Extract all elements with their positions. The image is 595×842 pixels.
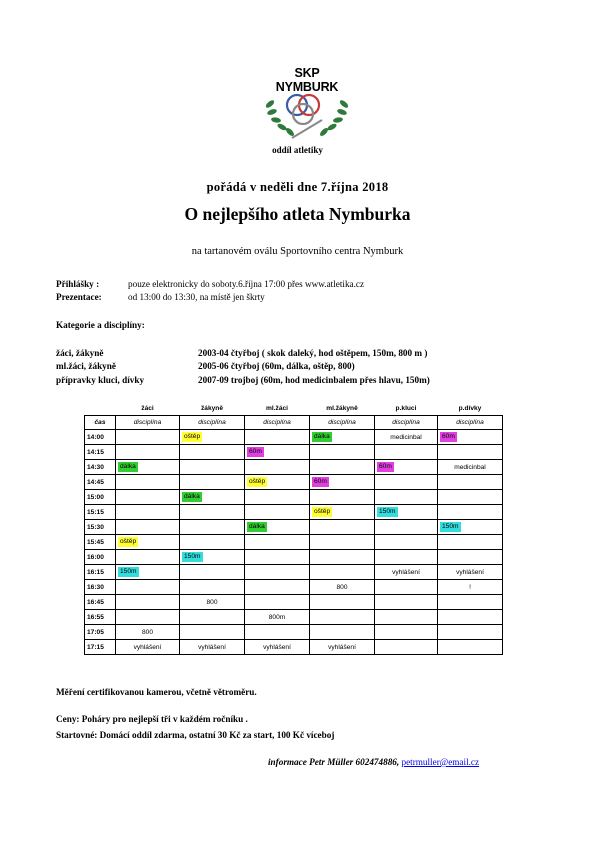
schedule-cell — [310, 640, 375, 655]
schedule-cell — [438, 625, 503, 640]
schedule-cell — [438, 610, 503, 625]
schedule-row — [85, 550, 503, 565]
schedule-cell — [116, 610, 180, 625]
schedule-time: 15:45 — [85, 535, 116, 550]
schedule-row — [85, 490, 503, 505]
schedule-cell — [245, 490, 310, 505]
schedule-cell — [310, 535, 375, 550]
schedule-cell — [245, 445, 310, 460]
schedule-cell — [116, 445, 180, 460]
schedule-cell — [375, 550, 438, 565]
schedule-cell — [116, 625, 180, 640]
discipline-chip: oštěp — [120, 538, 137, 545]
schedule-cell — [310, 610, 375, 625]
schedule-cell — [180, 595, 245, 610]
schedule-cell — [245, 460, 310, 475]
schedule-cell-text: 800 — [206, 598, 218, 606]
schedule-cell — [375, 565, 438, 580]
category-name: ml.žáci, žákyně — [56, 361, 116, 371]
category-name: žáci, žákyně — [56, 348, 104, 358]
schedule-cell — [310, 475, 375, 490]
discipline-header: disciplína — [375, 416, 438, 430]
contact-email-link[interactable]: petrmuller@email.cz — [401, 757, 480, 767]
fee-note: Startovné: Domácí oddíl zdarma, ostatní 30 Kč za start, 100 Kč víceboj — [56, 730, 335, 740]
schedule-cell — [438, 475, 503, 490]
schedule-cell — [310, 625, 375, 640]
schedule-cell — [245, 430, 310, 445]
schedule-time: 14:45 — [85, 475, 116, 490]
group-header: ml.žáci — [245, 402, 310, 416]
schedule-cell — [116, 595, 180, 610]
registration-value: pouze elektronicky do soboty.6.října 17:00 přes www.atletika.cz — [128, 279, 365, 289]
schedule-cell-text: vyhlášení — [263, 643, 291, 651]
discipline-chip: 60m — [379, 463, 392, 470]
schedule-cell — [180, 550, 245, 565]
schedule-cell — [180, 475, 245, 490]
event-venue: na tartanovém oválu Sportovního centra Nymburk — [191, 246, 404, 257]
schedule-cell — [116, 505, 180, 520]
discipline-header: disciplína — [438, 416, 503, 430]
discipline-chip: 150m — [442, 523, 459, 530]
schedule-cell — [375, 445, 438, 460]
schedule-cell — [180, 520, 245, 535]
schedule-cell — [438, 460, 503, 475]
schedule-time: 16:30 — [85, 580, 116, 595]
discipline-chip: 150m — [120, 568, 137, 575]
category-desc: 2003-04 čtyřboj ( skok daleký, hod oštěpem, 150m, 800 m ) — [198, 348, 428, 358]
discipline-header: disciplína — [245, 416, 310, 430]
discipline-chip: dálka — [120, 463, 136, 470]
schedule-cell — [245, 625, 310, 640]
schedule-cell — [438, 535, 503, 550]
schedule-row — [85, 430, 503, 445]
schedule-cell — [116, 580, 180, 595]
presentation-row — [56, 292, 265, 302]
group-header: žáci — [116, 402, 180, 416]
schedule-cell — [116, 460, 180, 475]
schedule-row — [85, 595, 503, 610]
schedule-cell — [116, 430, 180, 445]
schedule-time: 15:30 — [85, 520, 116, 535]
logo-text: SKP NYMBURK — [275, 66, 339, 94]
schedule-time: 16:45 — [85, 595, 116, 610]
schedule-cell-text: vyhlášení — [392, 568, 420, 576]
schedule-cell — [180, 490, 245, 505]
discipline-chip: dálka — [249, 523, 265, 530]
schedule-cell — [438, 430, 503, 445]
schedule-cell — [310, 460, 375, 475]
schedule-cell-text: vyhlášení — [133, 643, 162, 651]
schedule-cell — [438, 445, 503, 460]
time-header: čas — [85, 416, 116, 430]
schedule-time: 14:15 — [85, 445, 116, 460]
presentation-value: od 13:00 do 13:30, na místě jen škrty — [128, 292, 265, 302]
schedule-cell — [180, 505, 245, 520]
schedule-cell — [375, 490, 438, 505]
olympic-rings-laurel-icon — [262, 80, 352, 142]
schedule-cell-text: vyhlášení — [456, 568, 484, 576]
schedule-cell — [180, 610, 245, 625]
schedule-cell — [310, 595, 375, 610]
schedule-cell — [438, 505, 503, 520]
schedule-cell — [310, 445, 375, 460]
categories-heading: Kategorie a disciplíny: — [56, 320, 145, 330]
club-logo — [262, 66, 352, 142]
schedule-group-header — [85, 402, 503, 416]
schedule-cell — [245, 550, 310, 565]
discipline-chip: dálka — [184, 493, 200, 500]
discipline-chip: 60m — [442, 433, 455, 440]
schedule-cell — [438, 550, 503, 565]
schedule-cell — [438, 595, 503, 610]
schedule-cell — [310, 565, 375, 580]
discipline-chip: 150m — [379, 508, 396, 515]
schedule-sub-header — [85, 416, 503, 430]
schedule-cell-text: vyhlášení — [198, 643, 226, 651]
schedule-cell — [116, 490, 180, 505]
prizes-note: Ceny: Poháry pro nejlepší tři v každém ročníku . — [56, 714, 248, 724]
schedule-cell-text: medicinbal — [454, 463, 486, 471]
group-header: ml.žákyně — [310, 402, 375, 416]
discipline-chip: 60m — [314, 478, 327, 485]
discipline-chip: 150m — [184, 553, 201, 560]
schedule-time: 16:00 — [85, 550, 116, 565]
schedule-cell-text: 800 — [336, 583, 348, 591]
schedule-row — [85, 580, 503, 595]
schedule-cell — [438, 565, 503, 580]
discipline-chip: oštěp — [314, 508, 331, 515]
event-date: pořádá v neděli dne 7.října 2018 — [206, 180, 389, 194]
group-header: p.dívky — [438, 402, 503, 416]
schedule-cell — [375, 610, 438, 625]
schedule-cell-text: 800 — [141, 628, 153, 636]
schedule-cell — [438, 490, 503, 505]
schedule-cell — [180, 565, 245, 580]
group-header: žákyně — [180, 402, 245, 416]
schedule-cell — [116, 475, 180, 490]
schedule-cell — [180, 445, 245, 460]
schedule-time: 14:00 — [85, 430, 116, 445]
club-name: oddíl atletiky — [272, 145, 323, 155]
schedule-cell — [438, 520, 503, 535]
schedule-cell — [375, 520, 438, 535]
schedule-time: 15:15 — [85, 505, 116, 520]
schedule-cell — [180, 460, 245, 475]
schedule-cell-text: ! — [469, 583, 471, 591]
schedule-time: 14:30 — [85, 460, 116, 475]
schedule-cell-text: medicinbal — [390, 433, 422, 441]
schedule-cell — [375, 625, 438, 640]
schedule-row — [85, 475, 503, 490]
discipline-chip: oštěp — [184, 433, 201, 440]
schedule-cell — [116, 550, 180, 565]
schedule-cell — [245, 475, 310, 490]
schedule-cell — [310, 580, 375, 595]
schedule-cell — [116, 535, 180, 550]
group-header: p.kluci — [375, 402, 438, 416]
schedule-row — [85, 640, 503, 655]
discipline-chip: dálka — [314, 433, 330, 440]
schedule-cell — [375, 475, 438, 490]
presentation-label: Prezentace: — [56, 292, 102, 302]
schedule-cell — [245, 580, 310, 595]
registration-label: Přihlášky : — [56, 279, 100, 289]
schedule-cell — [438, 640, 503, 655]
schedule-cell — [116, 640, 180, 655]
schedule-cell — [116, 520, 180, 535]
schedule-cell — [245, 595, 310, 610]
schedule-time: 16:15 — [85, 565, 116, 580]
schedule-cell — [180, 580, 245, 595]
measurement-note: Měření certifikovanou kamerou, včetně větroměru. — [56, 687, 257, 697]
schedule-cell — [310, 550, 375, 565]
schedule-cell — [310, 520, 375, 535]
schedule-row — [85, 520, 503, 535]
schedule-cell — [375, 505, 438, 520]
schedule-row — [85, 610, 503, 625]
schedule-cell — [116, 565, 180, 580]
schedule-cell — [245, 505, 310, 520]
schedule-row — [85, 505, 503, 520]
schedule-cell — [310, 505, 375, 520]
schedule-cell-text: 800m — [268, 613, 286, 621]
schedule-cell — [245, 610, 310, 625]
schedule-row — [85, 625, 503, 640]
schedule-cell — [245, 535, 310, 550]
contact-info — [268, 757, 479, 767]
schedule-cell — [180, 625, 245, 640]
schedule-table — [84, 402, 503, 655]
schedule-time: 17:15 — [85, 640, 116, 655]
schedule-cell — [375, 535, 438, 550]
schedule-cell — [375, 580, 438, 595]
schedule-cell — [180, 535, 245, 550]
schedule-cell — [245, 520, 310, 535]
schedule-row — [85, 445, 503, 460]
discipline-chip: 60m — [249, 448, 262, 455]
schedule-row — [85, 535, 503, 550]
contact-text: informace Petr Müller 602474886, — [268, 757, 402, 767]
schedule-cell — [375, 460, 438, 475]
discipline-header: disciplína — [116, 416, 180, 430]
schedule-cell — [180, 430, 245, 445]
schedule-cell — [375, 640, 438, 655]
schedule-row — [85, 460, 503, 475]
registration-row — [56, 279, 364, 289]
schedule-cell — [438, 580, 503, 595]
event-title: O nejlepšího atleta Nymburka — [184, 204, 411, 224]
schedule-cell — [310, 430, 375, 445]
discipline-chip: oštěp — [249, 478, 266, 485]
discipline-header: disciplína — [180, 416, 245, 430]
schedule-cell — [180, 640, 245, 655]
schedule-cell — [245, 565, 310, 580]
schedule-time: 15:00 — [85, 490, 116, 505]
schedule-row — [85, 565, 503, 580]
schedule-cell — [375, 595, 438, 610]
category-desc: 2007-09 trojboj (60m, hod medicinbalem přes hlavu, 150m) — [198, 375, 430, 385]
schedule-cell — [310, 490, 375, 505]
discipline-header: disciplína — [310, 416, 375, 430]
category-name: přípravky kluci, dívky — [56, 375, 145, 385]
category-desc: 2005-06 čtyřboj (60m, dálka, oštěp, 800) — [198, 361, 355, 371]
schedule-cell — [375, 430, 438, 445]
schedule-cell — [245, 640, 310, 655]
schedule-cell-text: vyhlášení — [328, 643, 356, 651]
schedule-time: 16:55 — [85, 610, 116, 625]
schedule-time: 17:05 — [85, 625, 116, 640]
